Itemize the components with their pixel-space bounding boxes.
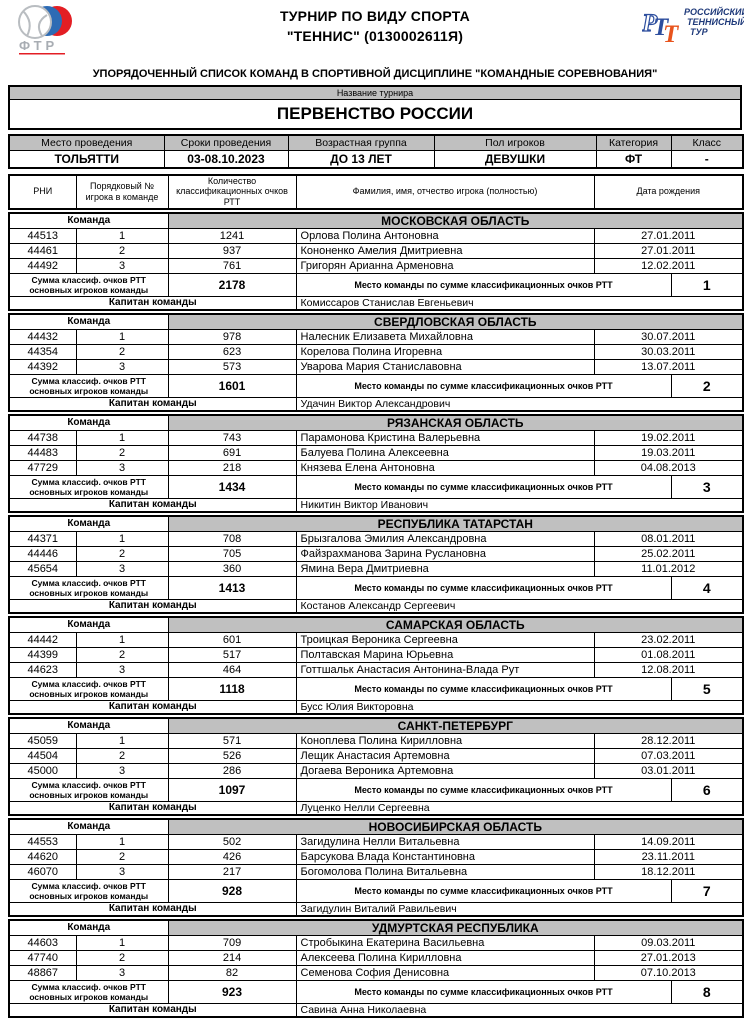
- player-rni: 44504: [9, 748, 76, 763]
- team-place-value: 4: [671, 576, 743, 599]
- column-header-dob: Дата рождения: [594, 175, 743, 209]
- player-row: [9, 243, 743, 258]
- rtt-letter-p: Р: [642, 10, 658, 37]
- player-row: [9, 561, 743, 576]
- player-name: Уварова Мария Станиславовна: [296, 359, 594, 374]
- team-region-row: [9, 617, 743, 633]
- player-rni: 44399: [9, 647, 76, 662]
- rtt-text-line3: ТУР: [690, 27, 708, 37]
- team-captain-row: [9, 801, 743, 815]
- player-row: [9, 647, 743, 662]
- player-row: [9, 430, 743, 445]
- team-captain-row: [9, 498, 743, 512]
- team-place-label: Место команды по сумме классификационных очков РТТ: [296, 273, 671, 296]
- tournament-name-label: Название турнира: [9, 86, 741, 100]
- player-number: 3: [76, 258, 168, 273]
- team-place-label: Место команды по сумме классификационных очков РТТ: [296, 475, 671, 498]
- player-rni: 44513: [9, 228, 76, 243]
- player-row: [9, 344, 743, 359]
- document-subtitle: УПОРЯДОЧЕННЫЙ СПИСОК КОМАНД В СПОРТИВНОЙ ДИСЦИПЛИНЕ "КОМАНДНЫЕ СОРЕВНОВАНИЯ": [92, 68, 658, 80]
- column-header-points: Количество классификационных очков РТТ: [168, 175, 296, 209]
- team-captain-name: Никитин Виктор Иванович: [296, 498, 743, 512]
- player-row: [9, 531, 743, 546]
- player-rni: 44432: [9, 329, 76, 344]
- team-captain-label: Капитан команды: [9, 700, 296, 714]
- player-name: Лещик Анастасия Артемовна: [296, 748, 594, 763]
- player-rni: 44738: [9, 430, 76, 445]
- player-name: Семенова София Денисовна: [296, 965, 594, 980]
- player-rni: 44371: [9, 531, 76, 546]
- player-points: 214: [168, 950, 296, 965]
- player-rni: 44492: [9, 258, 76, 273]
- player-rni: 44623: [9, 662, 76, 677]
- player-points: 426: [168, 849, 296, 864]
- player-number: 1: [76, 632, 168, 647]
- rtt-text-line1: РОССИЙСКИЙ: [684, 7, 744, 17]
- team-block: [8, 515, 744, 614]
- player-rni: 48867: [9, 965, 76, 980]
- team-captain-row: [9, 296, 743, 310]
- player-row: [9, 950, 743, 965]
- team-label: Команда: [9, 213, 168, 229]
- team-place-value: 2: [671, 374, 743, 397]
- player-points: 937: [168, 243, 296, 258]
- team-captain-row: [9, 902, 743, 916]
- team-region-row: [9, 415, 743, 431]
- player-row: [9, 329, 743, 344]
- player-dob: 03.01.2011: [594, 763, 743, 778]
- column-header-fullname: Фамилия, имя, отчество игрока (полностью): [296, 175, 594, 209]
- player-points: 464: [168, 662, 296, 677]
- player-name: Ямина Вера Дмитриевна: [296, 561, 594, 576]
- player-points: 360: [168, 561, 296, 576]
- player-row: [9, 864, 743, 879]
- team-captain-label: Капитан команды: [9, 801, 296, 815]
- team-sum-row: [9, 475, 743, 498]
- player-name: Стробыкина Екатерина Васильевна: [296, 935, 594, 950]
- team-label: Команда: [9, 516, 168, 532]
- team-sum-value: 1434: [168, 475, 296, 498]
- player-name: Алексеева Полина Кирилловна: [296, 950, 594, 965]
- player-rni: 44446: [9, 546, 76, 561]
- player-points: 571: [168, 733, 296, 748]
- player-dob: 13.07.2011: [594, 359, 743, 374]
- player-row: [9, 763, 743, 778]
- player-number: 2: [76, 647, 168, 662]
- tournament-name-table: [8, 85, 742, 130]
- player-row: [9, 460, 743, 475]
- column-header-order: Порядковый № игрока в команде: [76, 175, 168, 209]
- team-captain-row: [9, 397, 743, 411]
- team-label: Команда: [9, 819, 168, 835]
- team-place-label: Место команды по сумме классификационных очков РТТ: [296, 677, 671, 700]
- info-value-gender: ДЕВУШКИ: [434, 151, 596, 168]
- info-header-gender: Пол игроков: [434, 135, 596, 151]
- team-region: САНКТ-ПЕТЕРБУРГ: [168, 718, 743, 734]
- player-points: 573: [168, 359, 296, 374]
- player-dob: 19.03.2011: [594, 445, 743, 460]
- player-number: 2: [76, 243, 168, 258]
- team-sum-value: 928: [168, 879, 296, 902]
- player-rni: 44442: [9, 632, 76, 647]
- player-row: [9, 445, 743, 460]
- player-dob: 11.01.2012: [594, 561, 743, 576]
- team-place-value: 3: [671, 475, 743, 498]
- team-captain-name: Бусс Юлия Викторовна: [296, 700, 743, 714]
- player-dob: 23.02.2011: [594, 632, 743, 647]
- team-sum-value: 1118: [168, 677, 296, 700]
- team-region: РЯЗАНСКАЯ ОБЛАСТЬ: [168, 415, 743, 431]
- team-block: [8, 717, 744, 816]
- team-sum-label: Сумма классиф. очков РТТ основных игроков команды: [9, 980, 168, 1003]
- player-number: 2: [76, 546, 168, 561]
- team-region-row: [9, 920, 743, 936]
- player-dob: 19.02.2011: [594, 430, 743, 445]
- team-captain-name: Комиссаров Станислав Евгеньевич: [296, 296, 743, 310]
- document-header: [0, 0, 750, 58]
- team-sum-label: Сумма классиф. очков РТТ основных игроков команды: [9, 374, 168, 397]
- team-sum-label: Сумма классиф. очков РТТ основных игроков команды: [9, 677, 168, 700]
- player-points: 286: [168, 763, 296, 778]
- player-dob: 28.12.2011: [594, 733, 743, 748]
- player-points: 761: [168, 258, 296, 273]
- player-name: Балуева Полина Алексеевна: [296, 445, 594, 460]
- player-row: [9, 834, 743, 849]
- team-block: [8, 616, 744, 715]
- player-row: [9, 965, 743, 980]
- tournament-info-table: [8, 134, 744, 169]
- team-block: [8, 818, 744, 917]
- team-place-label: Место команды по сумме классификационных очков РТТ: [296, 879, 671, 902]
- player-number: 1: [76, 430, 168, 445]
- team-label: Команда: [9, 617, 168, 633]
- player-number: 3: [76, 460, 168, 475]
- info-value-age-group: ДО 13 ЛЕТ: [288, 151, 434, 168]
- player-name: Налесник Елизавета Михайловна: [296, 329, 594, 344]
- team-sum-value: 923: [168, 980, 296, 1003]
- player-name: Троицкая Вероника Сергеевна: [296, 632, 594, 647]
- player-rni: 47740: [9, 950, 76, 965]
- info-value-class: -: [671, 151, 743, 168]
- player-number: 3: [76, 561, 168, 576]
- team-block: [8, 919, 744, 1018]
- player-dob: 07.03.2011: [594, 748, 743, 763]
- player-points: 217: [168, 864, 296, 879]
- team-region-row: [9, 819, 743, 835]
- player-dob: 25.02.2011: [594, 546, 743, 561]
- player-rni: 44603: [9, 935, 76, 950]
- player-number: 1: [76, 935, 168, 950]
- team-label: Команда: [9, 415, 168, 431]
- player-name: Брызгалова Эмилия Александровна: [296, 531, 594, 546]
- team-block: [8, 212, 744, 311]
- player-name: Загидулина Нелли Витальевна: [296, 834, 594, 849]
- player-dob: 30.07.2011: [594, 329, 743, 344]
- player-name: Полтавская Марина Юрьевна: [296, 647, 594, 662]
- player-points: 978: [168, 329, 296, 344]
- info-value-category: ФТ: [596, 151, 671, 168]
- player-number: 3: [76, 965, 168, 980]
- team-captain-name: Костанов Александр Сергеевич: [296, 599, 743, 613]
- player-row: [9, 849, 743, 864]
- rtt-text-line2: ТЕННИСНЫЙ: [687, 17, 744, 27]
- player-number: 1: [76, 531, 168, 546]
- player-points: 526: [168, 748, 296, 763]
- player-points: 623: [168, 344, 296, 359]
- player-points: 691: [168, 445, 296, 460]
- player-name: Корелова Полина Игоревна: [296, 344, 594, 359]
- player-number: 2: [76, 950, 168, 965]
- player-dob: 08.01.2011: [594, 531, 743, 546]
- team-place-value: 7: [671, 879, 743, 902]
- team-place-label: Место команды по сумме классификационных очков РТТ: [296, 374, 671, 397]
- tournament-name: ПЕРВЕНСТВО РОССИИ: [9, 100, 741, 129]
- team-place-label: Место команды по сумме классификационных очков РТТ: [296, 576, 671, 599]
- player-number: 2: [76, 849, 168, 864]
- team-captain-row: [9, 599, 743, 613]
- column-header-rni: РНИ: [9, 175, 76, 209]
- team-region: УДМУРТСКАЯ РЕСПУБЛИКА: [168, 920, 743, 936]
- player-row: [9, 228, 743, 243]
- player-dob: 27.01.2011: [594, 228, 743, 243]
- info-header-class: Класс: [671, 135, 743, 151]
- team-label: Команда: [9, 314, 168, 330]
- team-place-label: Место команды по сумме классификационных очков РТТ: [296, 980, 671, 1003]
- team-block: [8, 313, 744, 412]
- team-sum-row: [9, 879, 743, 902]
- team-captain-row: [9, 700, 743, 714]
- team-label: Команда: [9, 920, 168, 936]
- rtt-letter-t1: Т: [653, 14, 669, 41]
- player-name: Барсукова Влада Константиновна: [296, 849, 594, 864]
- info-header-dates: Сроки проведения: [164, 135, 288, 151]
- player-rni: 45059: [9, 733, 76, 748]
- team-sum-value: 1413: [168, 576, 296, 599]
- player-number: 1: [76, 834, 168, 849]
- player-rni: 44392: [9, 359, 76, 374]
- team-region: САМАРСКАЯ ОБЛАСТЬ: [168, 617, 743, 633]
- team-region: МОСКОВСКАЯ ОБЛАСТЬ: [168, 213, 743, 229]
- info-header-age-group: Возрастная группа: [288, 135, 434, 151]
- team-sum-row: [9, 273, 743, 296]
- player-rni: 45654: [9, 561, 76, 576]
- player-points: 502: [168, 834, 296, 849]
- team-label: Команда: [9, 718, 168, 734]
- player-points: 601: [168, 632, 296, 647]
- player-number: 3: [76, 662, 168, 677]
- team-place-label: Место команды по сумме классификационных очков РТТ: [296, 778, 671, 801]
- team-captain-label: Капитан команды: [9, 1003, 296, 1017]
- team-place-value: 1: [671, 273, 743, 296]
- player-points: 709: [168, 935, 296, 950]
- player-rni: 44553: [9, 834, 76, 849]
- info-header-venue: Место проведения: [9, 135, 164, 151]
- info-value-venue: ТОЛЬЯТТИ: [9, 151, 164, 168]
- team-captain-label: Капитан команды: [9, 397, 296, 411]
- player-row: [9, 546, 743, 561]
- team-sum-value: 2178: [168, 273, 296, 296]
- player-dob: 27.01.2013: [594, 950, 743, 965]
- player-rni: 47729: [9, 460, 76, 475]
- document-title-line2: "ТЕННИС" (0130002611Я): [286, 28, 464, 44]
- team-sum-row: [9, 374, 743, 397]
- team-block: [8, 414, 744, 513]
- player-number: 3: [76, 763, 168, 778]
- team-region-row: [9, 314, 743, 330]
- player-rni: 44483: [9, 445, 76, 460]
- player-points: 218: [168, 460, 296, 475]
- team-captain-name: Савина Анна Николаевна: [296, 1003, 743, 1017]
- player-rni: 46070: [9, 864, 76, 879]
- team-sum-row: [9, 576, 743, 599]
- info-value-dates: 03-08.10.2023: [164, 151, 288, 168]
- player-points: 82: [168, 965, 296, 980]
- player-name: Файзрахманова Зарина Руслановна: [296, 546, 594, 561]
- player-number: 2: [76, 344, 168, 359]
- player-dob: 04.08.2013: [594, 460, 743, 475]
- team-captain-label: Капитан команды: [9, 902, 296, 916]
- player-rni: 44620: [9, 849, 76, 864]
- player-row: [9, 662, 743, 677]
- player-row: [9, 935, 743, 950]
- team-captain-name: Луценко Нелли Сергеевна: [296, 801, 743, 815]
- team-captain-label: Капитан команды: [9, 599, 296, 613]
- player-name: Богомолова Полина Витальевна: [296, 864, 594, 879]
- player-name: Кононенко Амелия Дмитриевна: [296, 243, 594, 258]
- player-number: 1: [76, 733, 168, 748]
- player-dob: 01.08.2011: [594, 647, 743, 662]
- player-name: Орлова Полина Антоновна: [296, 228, 594, 243]
- teams-container: [0, 212, 750, 1018]
- rtt-logo: [642, 4, 744, 51]
- player-dob: 12.02.2011: [594, 258, 743, 273]
- team-captain-name: Удачин Виктор Александрович: [296, 397, 743, 411]
- player-dob: 27.01.2011: [594, 243, 743, 258]
- team-sum-row: [9, 677, 743, 700]
- player-number: 3: [76, 864, 168, 879]
- player-points: 708: [168, 531, 296, 546]
- player-points: 517: [168, 647, 296, 662]
- player-rni: 44354: [9, 344, 76, 359]
- player-rni: 44461: [9, 243, 76, 258]
- team-sum-label: Сумма классиф. очков РТТ основных игроков команды: [9, 879, 168, 902]
- player-name: Готтшальк Анастасия Антонина-Влада Рут: [296, 662, 594, 677]
- player-row: [9, 748, 743, 763]
- player-number: 2: [76, 748, 168, 763]
- team-captain-label: Капитан команды: [9, 296, 296, 310]
- player-rni: 45000: [9, 763, 76, 778]
- player-row: [9, 258, 743, 273]
- team-captain-label: Капитан команды: [9, 498, 296, 512]
- player-name: Догаева Вероника Артемовна: [296, 763, 594, 778]
- team-sum-label: Сумма классиф. очков РТТ основных игроков команды: [9, 576, 168, 599]
- document-title-line1: ТУРНИР ПО ВИДУ СПОРТА: [280, 8, 470, 24]
- player-points: 743: [168, 430, 296, 445]
- team-region: НОВОСИБИРСКАЯ ОБЛАСТЬ: [168, 819, 743, 835]
- player-number: 3: [76, 359, 168, 374]
- rtt-letter-t2: Т: [663, 21, 679, 46]
- player-row: [9, 733, 743, 748]
- team-sum-label: Сумма классиф. очков РТТ основных игроков команды: [9, 475, 168, 498]
- rtt-logo-icon: [642, 4, 744, 46]
- player-number: 1: [76, 329, 168, 344]
- player-row: [9, 632, 743, 647]
- ftr-logo: [10, 2, 78, 61]
- player-dob: 14.09.2011: [594, 834, 743, 849]
- ftr-logo-text: ФТР: [19, 38, 59, 53]
- player-number: 1: [76, 228, 168, 243]
- team-sum-row: [9, 778, 743, 801]
- player-dob: 23.11.2011: [594, 849, 743, 864]
- tennis-ball-icon: [10, 2, 78, 56]
- player-dob: 07.10.2013: [594, 965, 743, 980]
- team-region: СВЕРДЛОВСКАЯ ОБЛАСТЬ: [168, 314, 743, 330]
- team-sum-label: Сумма классиф. очков РТТ основных игроков команды: [9, 778, 168, 801]
- player-dob: 12.08.2011: [594, 662, 743, 677]
- team-sum-label: Сумма классиф. очков РТТ основных игроков команды: [9, 273, 168, 296]
- player-name: Парамонова Кристина Валерьевна: [296, 430, 594, 445]
- team-place-value: 5: [671, 677, 743, 700]
- player-dob: 18.12.2011: [594, 864, 743, 879]
- player-dob: 30.03.2011: [594, 344, 743, 359]
- player-name: Григорян Арианна Арменовна: [296, 258, 594, 273]
- player-row: [9, 359, 743, 374]
- team-place-value: 6: [671, 778, 743, 801]
- player-number: 2: [76, 445, 168, 460]
- player-points: 705: [168, 546, 296, 561]
- team-region-row: [9, 718, 743, 734]
- team-region-row: [9, 516, 743, 532]
- team-sum-value: 1601: [168, 374, 296, 397]
- team-sum-value: 1097: [168, 778, 296, 801]
- team-sum-row: [9, 980, 743, 1003]
- team-place-value: 8: [671, 980, 743, 1003]
- team-region: РЕСПУБЛИКА ТАТАРСТАН: [168, 516, 743, 532]
- player-dob: 09.03.2011: [594, 935, 743, 950]
- player-name: Князева Елена Антоновна: [296, 460, 594, 475]
- column-header-table: [8, 174, 744, 210]
- team-captain-name: Загидулин Виталий Равильевич: [296, 902, 743, 916]
- player-points: 1241: [168, 228, 296, 243]
- player-name: Коноплева Полина Кирилловна: [296, 733, 594, 748]
- team-region-row: [9, 213, 743, 229]
- team-captain-row: [9, 1003, 743, 1017]
- info-header-category: Категория: [596, 135, 671, 151]
